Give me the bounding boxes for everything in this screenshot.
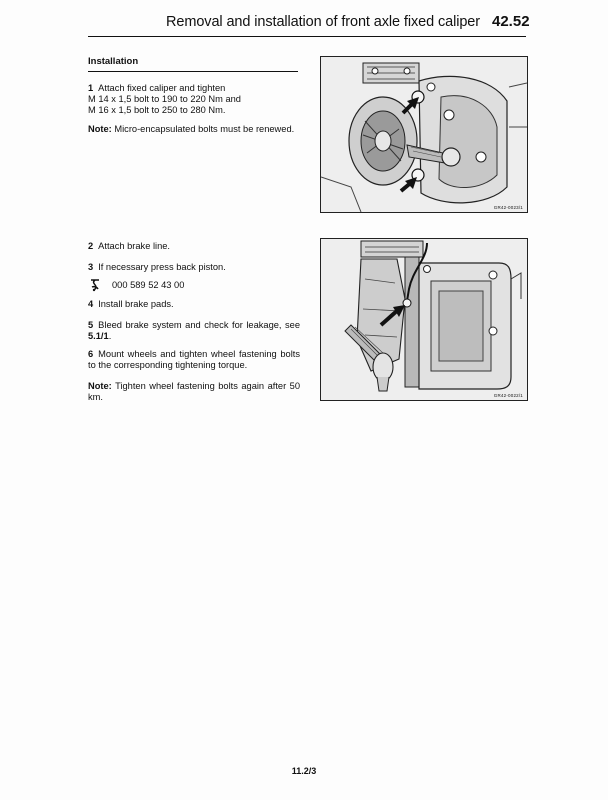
step-5	[88, 320, 300, 342]
note-2	[88, 381, 300, 403]
special-tool	[88, 278, 184, 292]
page-title: Removal and installation of front axle fixed caliper	[166, 14, 480, 30]
step-6	[88, 349, 300, 371]
step-number: 4	[88, 299, 94, 309]
section-code: 42.52	[492, 13, 530, 30]
section-reference: 5.1/1	[88, 331, 109, 342]
section-rule	[88, 71, 298, 72]
step-text-line: Attach fixed caliper and tighten	[98, 83, 226, 93]
figure-brake-line	[320, 238, 528, 401]
step-text: Mount wheels and tighten wheel fastening bolts to the corresponding tightening torque.	[88, 349, 300, 371]
note-text: Tighten wheel fastening bolts again after 50 km.	[88, 381, 301, 403]
step-text: Bleed brake system and check for leakage, see	[98, 320, 300, 330]
step-text-line: M 14 x 1,5 bolt to 190 to 220 Nm and	[88, 94, 241, 105]
step-number: 3	[88, 262, 94, 272]
figure-caliper-mounting	[320, 56, 528, 213]
special-tool-icon	[88, 278, 102, 292]
step-number: 5	[88, 320, 94, 330]
step-1	[88, 83, 300, 117]
brake-line-illustration	[321, 239, 527, 400]
step-2	[88, 241, 300, 252]
page-number: 11.2/3	[291, 766, 317, 776]
section-heading: Installation	[88, 56, 139, 67]
note-1	[88, 124, 300, 135]
step-text-tail: .	[108, 331, 112, 342]
note-label: Note:	[88, 124, 112, 134]
step-number: 2	[88, 241, 94, 251]
step-number: 1	[88, 83, 94, 93]
figure-code: GR42-0023/1	[493, 205, 523, 210]
step-4	[88, 299, 300, 310]
step-text-line: M 16 x 1,5 bolt to 250 to 280 Nm.	[88, 105, 226, 116]
step-3	[88, 262, 300, 273]
step-text: Install brake pads.	[98, 299, 174, 309]
note-label: Note:	[88, 381, 112, 391]
note-text: Micro-encapsulated bolts must be renewed.	[114, 124, 295, 134]
step-number: 6	[88, 349, 94, 359]
step-text: If necessary press back piston.	[98, 262, 226, 272]
figure-code: GR42-0022/1	[493, 393, 523, 398]
tool-number: 000 589 52 43 00	[112, 280, 185, 290]
header-rule	[88, 36, 526, 37]
caliper-mounting-illustration	[321, 57, 527, 212]
step-text: Attach brake line.	[98, 241, 171, 251]
